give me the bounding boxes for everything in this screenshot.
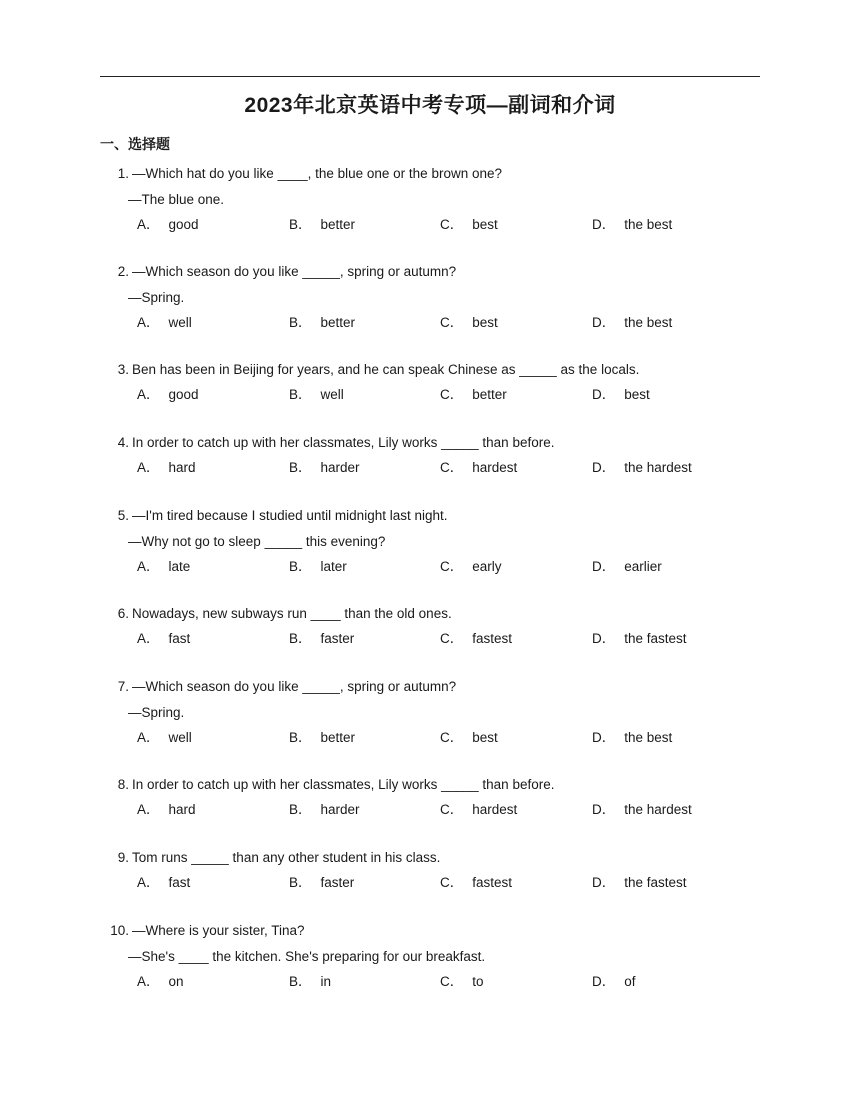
question-5 <box>0 504 860 602</box>
option-b[interactable] <box>289 215 355 235</box>
answer-options <box>0 557 860 577</box>
question-line: —The blue one. <box>128 192 225 207</box>
option-text: better <box>472 387 507 402</box>
question-text <box>0 921 305 941</box>
option-text: hardest <box>472 460 518 475</box>
question-list <box>0 162 860 1017</box>
answer-options <box>0 313 860 333</box>
option-text: late <box>168 559 191 574</box>
option-text: well <box>320 387 344 402</box>
option-c[interactable] <box>440 873 512 893</box>
option-a[interactable] <box>137 629 190 649</box>
option-text: hardest <box>472 802 518 817</box>
question-number: 2. <box>117 264 129 279</box>
option-text: the best <box>624 217 673 232</box>
option-b[interactable] <box>289 629 354 649</box>
question-7 <box>0 675 860 773</box>
option-letter: D． <box>592 631 616 646</box>
option-d[interactable] <box>592 629 687 649</box>
option-text: of <box>624 974 636 989</box>
option-text: hard <box>168 802 196 817</box>
option-text: best <box>472 315 498 330</box>
question-text <box>0 506 448 526</box>
option-letter: C． <box>440 631 464 646</box>
question-number: 3. <box>117 362 129 377</box>
option-text: early <box>472 559 502 574</box>
option-letter: B． <box>289 217 312 232</box>
question-9 <box>0 846 860 919</box>
question-number: 9. <box>117 850 129 865</box>
option-text: best <box>472 217 498 232</box>
question-number: 5. <box>117 508 129 523</box>
question-number: 10. <box>110 923 129 938</box>
question-line: —Spring. <box>128 290 185 305</box>
option-b[interactable] <box>289 728 355 748</box>
option-c[interactable] <box>440 458 517 478</box>
question-3 <box>0 358 860 431</box>
option-letter: A． <box>137 730 160 745</box>
option-text: well <box>168 730 192 745</box>
section-heading: 一、选择题 <box>100 136 170 152</box>
option-letter: C． <box>440 460 464 475</box>
option-letter: D． <box>592 217 616 232</box>
option-letter: C． <box>440 217 464 232</box>
option-letter: C． <box>440 559 464 574</box>
option-a[interactable] <box>137 215 199 235</box>
option-letter: B． <box>289 315 312 330</box>
question-4 <box>0 431 860 504</box>
option-letter: A． <box>137 460 160 475</box>
question-10 <box>0 919 860 1017</box>
option-c[interactable] <box>440 557 502 577</box>
option-text: well <box>168 315 192 330</box>
option-text: fastest <box>472 875 513 890</box>
option-c[interactable] <box>440 728 498 748</box>
option-text: best <box>624 387 650 402</box>
answer-options <box>0 873 860 893</box>
option-b[interactable] <box>289 972 331 992</box>
question-line: —Why not go to sleep _____ this evening? <box>128 534 386 549</box>
option-letter: A． <box>137 387 160 402</box>
option-letter: B． <box>289 802 312 817</box>
question-text <box>0 604 452 624</box>
option-letter: C． <box>440 974 464 989</box>
question-line: In order to catch up with her classmates, Lily works _____ than before. <box>132 777 555 792</box>
question-number: 4. <box>117 435 129 450</box>
option-d[interactable] <box>592 972 636 992</box>
option-text: good <box>168 217 199 232</box>
option-d[interactable] <box>592 557 662 577</box>
option-text: to <box>472 974 484 989</box>
option-a[interactable] <box>137 458 196 478</box>
option-text: the best <box>624 730 673 745</box>
question-8 <box>0 773 860 846</box>
question-6 <box>0 602 860 675</box>
option-text: best <box>472 730 498 745</box>
option-text: faster <box>320 875 355 890</box>
answer-options <box>0 800 860 820</box>
question-line: —Which season do you like _____, spring or autumn? <box>132 264 457 279</box>
option-letter: B． <box>289 631 312 646</box>
option-d[interactable] <box>592 800 692 820</box>
question-text <box>0 848 440 868</box>
question-line: —I'm tired because I studied until midnight last night. <box>132 508 448 523</box>
option-letter: A． <box>137 802 160 817</box>
option-b[interactable] <box>289 458 360 478</box>
option-d[interactable] <box>592 385 650 405</box>
question-text <box>0 433 554 453</box>
option-text: fast <box>168 631 191 646</box>
option-text: harder <box>320 460 360 475</box>
answer-options <box>0 458 860 478</box>
question-1 <box>0 162 860 260</box>
question-line: —Spring. <box>128 705 185 720</box>
question-text <box>0 262 456 282</box>
option-d[interactable] <box>592 215 672 235</box>
option-a[interactable] <box>137 972 184 992</box>
option-b[interactable] <box>289 313 355 333</box>
option-d[interactable] <box>592 873 687 893</box>
option-text: in <box>320 974 332 989</box>
question-number: 7. <box>117 679 129 694</box>
option-b[interactable] <box>289 800 360 820</box>
option-text: hard <box>168 460 196 475</box>
option-letter: A． <box>137 974 160 989</box>
question-number: 6. <box>117 606 129 621</box>
option-text: better <box>320 217 356 232</box>
option-letter: D． <box>592 974 616 989</box>
option-a[interactable] <box>137 385 199 405</box>
option-letter: B． <box>289 559 312 574</box>
option-letter: B． <box>289 730 312 745</box>
option-letter: C． <box>440 875 464 890</box>
option-text: better <box>320 730 356 745</box>
option-text: good <box>168 387 199 402</box>
option-letter: C． <box>440 387 464 402</box>
question-text <box>0 164 502 184</box>
question-line: —Which season do you like _____, spring or autumn? <box>132 679 457 694</box>
option-letter: C． <box>440 802 464 817</box>
question-line: —Which hat do you like ____, the blue one or the brown one? <box>132 166 502 181</box>
option-b[interactable] <box>289 873 354 893</box>
option-letter: A． <box>137 559 160 574</box>
page-title: 2023年北京英语中考专项—副词和介词 <box>244 94 616 117</box>
option-letter: B． <box>289 875 312 890</box>
option-text: better <box>320 315 356 330</box>
header-rule <box>100 76 760 77</box>
option-c[interactable] <box>440 215 498 235</box>
option-d[interactable] <box>592 728 672 748</box>
option-b[interactable] <box>289 385 344 405</box>
option-a[interactable] <box>137 728 192 748</box>
option-text: faster <box>320 631 355 646</box>
option-letter: B． <box>289 974 312 989</box>
option-c[interactable] <box>440 385 507 405</box>
option-text: harder <box>320 802 360 817</box>
answer-options <box>0 972 860 992</box>
option-a[interactable] <box>137 557 190 577</box>
option-letter: A． <box>137 875 160 890</box>
option-letter: C． <box>440 730 464 745</box>
option-text: fastest <box>472 631 513 646</box>
option-text: the hardest <box>624 802 692 817</box>
option-letter: D． <box>592 730 616 745</box>
option-letter: D． <box>592 460 616 475</box>
option-letter: B． <box>289 460 312 475</box>
option-c[interactable] <box>440 629 512 649</box>
option-text: the hardest <box>624 460 692 475</box>
option-c[interactable] <box>440 313 498 333</box>
option-letter: C． <box>440 315 464 330</box>
option-a[interactable] <box>137 873 190 893</box>
option-c[interactable] <box>440 800 517 820</box>
option-text: on <box>168 974 184 989</box>
question-number: 8. <box>117 777 129 792</box>
question-line: Tom runs _____ than any other student in his class. <box>132 850 441 865</box>
question-line: Ben has been in Beijing for years, and he can speak Chinese as _____ as the locals. <box>132 362 640 377</box>
option-letter: B． <box>289 387 312 402</box>
option-letter: D． <box>592 387 616 402</box>
option-text: the fastest <box>624 875 687 890</box>
option-text: earlier <box>624 559 662 574</box>
option-text: later <box>320 559 347 574</box>
question-text <box>0 677 456 697</box>
option-letter: D． <box>592 315 616 330</box>
answer-options <box>0 728 860 748</box>
option-text: fast <box>168 875 191 890</box>
option-text: the fastest <box>624 631 687 646</box>
question-number: 1. <box>117 166 129 181</box>
option-letter: A． <box>137 315 160 330</box>
question-2 <box>0 260 860 358</box>
option-c[interactable] <box>440 972 484 992</box>
question-text <box>0 775 554 795</box>
option-b[interactable] <box>289 557 347 577</box>
option-a[interactable] <box>137 313 192 333</box>
option-letter: D． <box>592 802 616 817</box>
question-line: In order to catch up with her classmates, Lily works _____ than before. <box>132 435 555 450</box>
option-letter: D． <box>592 559 616 574</box>
question-line: —She's ____ the kitchen. She's preparing for our breakfast. <box>128 949 486 964</box>
answer-options <box>0 215 860 235</box>
answer-options <box>0 629 860 649</box>
option-d[interactable] <box>592 313 672 333</box>
question-text <box>0 360 639 380</box>
option-letter: D． <box>592 875 616 890</box>
question-line: Nowadays, new subways run ____ than the old ones. <box>132 606 452 621</box>
question-line: —Where is your sister, Tina? <box>132 923 305 938</box>
answer-options <box>0 385 860 405</box>
option-letter: A． <box>137 631 160 646</box>
option-text: the best <box>624 315 673 330</box>
option-a[interactable] <box>137 800 196 820</box>
option-d[interactable] <box>592 458 692 478</box>
option-letter: A． <box>137 217 160 232</box>
